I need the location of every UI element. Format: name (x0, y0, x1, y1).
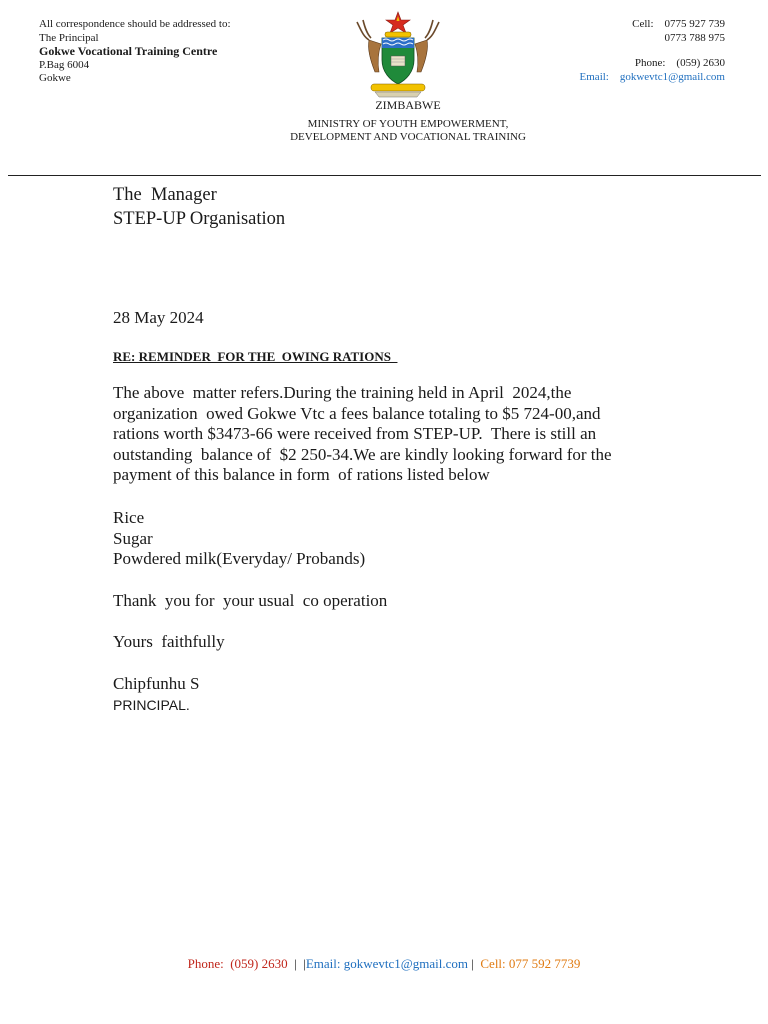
cell-row-1 (580, 18, 725, 32)
recipient-line-1: The Manager (113, 185, 217, 205)
ministry-heading (200, 98, 616, 144)
rations-list (113, 508, 643, 570)
cell-row-2 (580, 32, 725, 46)
country-name: ZIMBABWE (375, 98, 441, 112)
phone-row (580, 57, 725, 71)
list-item: Rice (113, 508, 145, 527)
correspondence-note: All correspondence should be addressed to: (39, 18, 231, 30)
signer-title: PRINCIPAL. (113, 697, 190, 713)
email-row (580, 71, 725, 85)
list-item: Sugar (113, 528, 153, 548)
institution-name: Gokwe Vocational Training Centre (39, 44, 218, 58)
footer-separator: | (468, 956, 481, 971)
ministry-line-1: MINISTRY OF YOUTH EMPOWERMENT, (307, 118, 509, 130)
town: Gokwe (39, 72, 71, 84)
footer-cell: Cell: 077 592 7739 (480, 956, 581, 971)
phone-label: Phone: (634, 57, 666, 69)
recipient-line-2: STEP-UP Organisation (113, 209, 286, 229)
contact-block (580, 18, 725, 84)
email-label: Email: (579, 70, 609, 83)
email-address[interactable]: gokwevtc1@gmail.com (619, 70, 725, 83)
footer-separator: | | (287, 956, 306, 971)
recipient-block (113, 183, 643, 231)
cell-label: Cell: (632, 18, 654, 30)
letter-subject: RE: REMINDER FOR THE OWING RATIONS (113, 349, 398, 364)
cell-number-1: 0775 927 739 (664, 18, 725, 30)
phone-number: (059) 2630 (676, 57, 725, 69)
footer-phone: Phone: (059) 2630 (187, 956, 288, 971)
postal-address: P.Bag 6004 (39, 58, 90, 71)
ministry-line-2: DEVELOPMENT AND VOCATIONAL TRAINING (290, 131, 526, 143)
thanks-line: Thank you for your usual co operation (113, 591, 388, 610)
letter-paragraph: The above matter refers.During the training held in April 2024,the organization owed Gokwe Vtc a fees balance totaling to $5 724-00,and rations worth $3473-66 were received from STEP-UP. There is still an outstanding balance of $2 250-34.We are kindly looking forward for the payment of this balance in form of rations listed below (113, 383, 616, 484)
signer-name: Chipfunhu S (113, 674, 200, 693)
letter-date: 28 May 2024 (113, 308, 204, 327)
list-item: Powdered milk(Everyday/ Probands) (113, 549, 366, 568)
sender-address-block (39, 18, 231, 86)
zimbabwe-coat-of-arms-icon (349, 10, 447, 100)
footer-email[interactable]: Email: gokwevtc1@gmail.com (305, 956, 469, 971)
footer-contacts (0, 956, 768, 972)
closing-line: Yours faithfully (113, 632, 225, 651)
addressee-title: The Principal (39, 31, 99, 44)
header-divider (8, 175, 761, 176)
cell-number-2: 0773 788 975 (664, 31, 725, 44)
